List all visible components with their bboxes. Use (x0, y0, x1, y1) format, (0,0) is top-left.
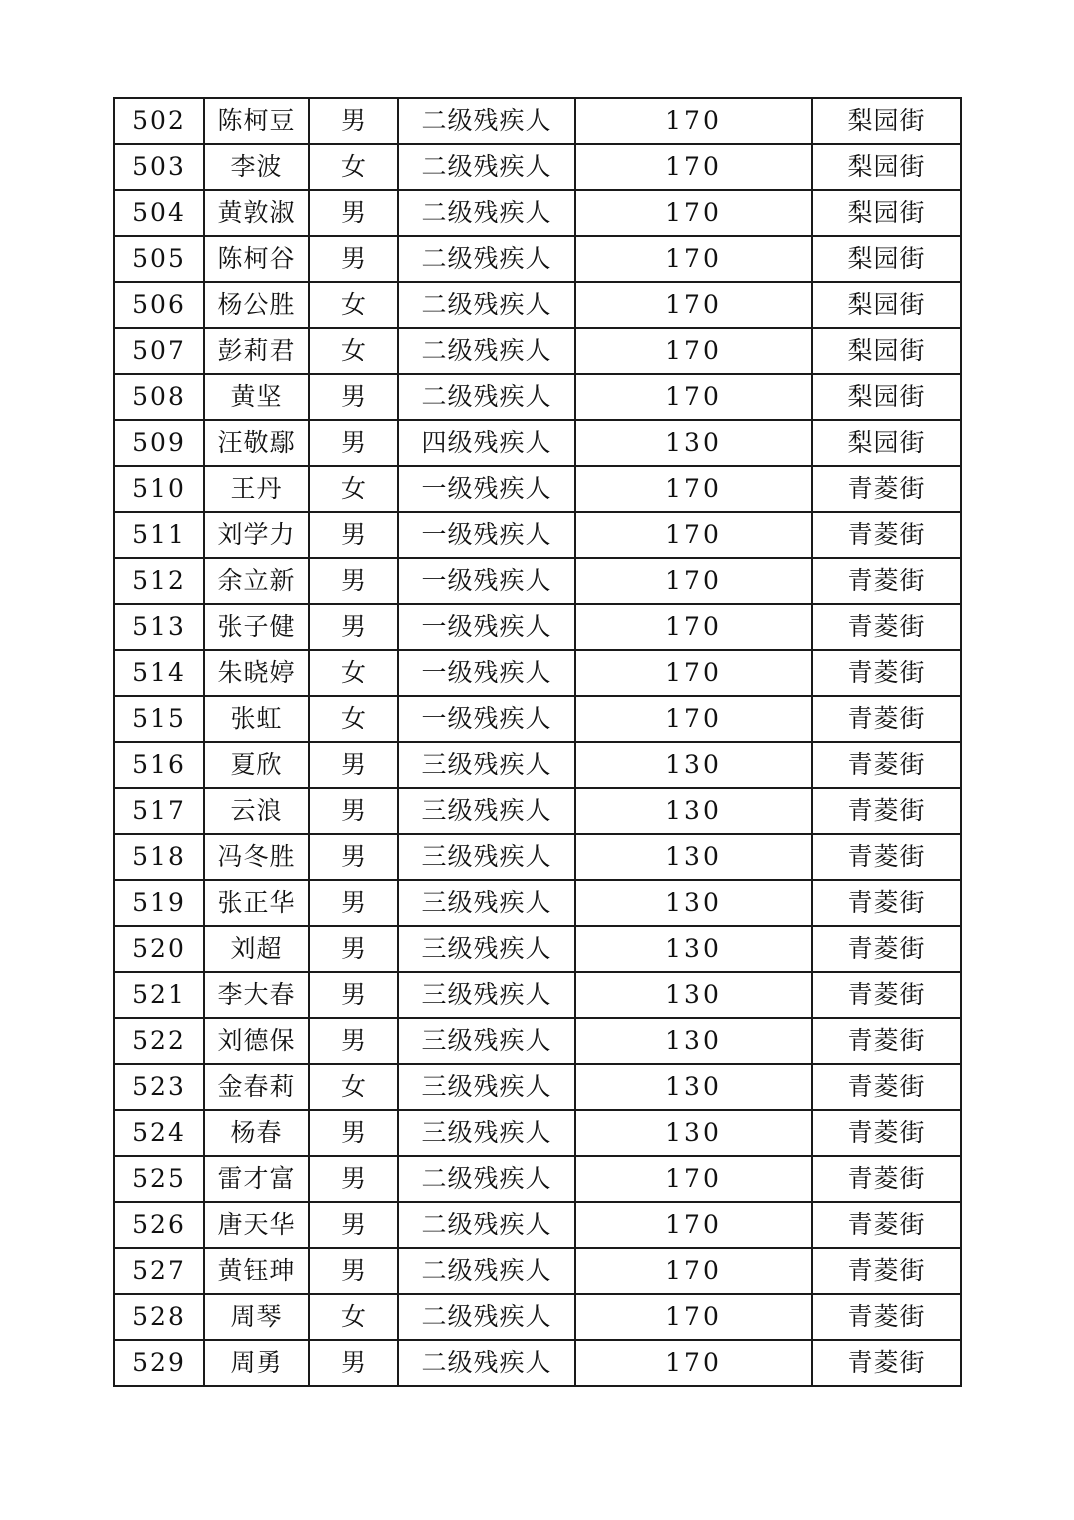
gender-cell: 男 (309, 1248, 398, 1294)
amount-cell: 170 (575, 696, 812, 742)
gender-cell: 女 (309, 328, 398, 374)
serial-number-cell: 505 (114, 236, 204, 282)
name-cell: 刘德保 (204, 1018, 309, 1064)
serial-number-cell: 514 (114, 650, 204, 696)
amount-cell: 170 (575, 236, 812, 282)
disability-level-cell: 一级残疾人 (398, 558, 575, 604)
disability-level-cell: 一级残疾人 (398, 696, 575, 742)
street-cell: 青菱街 (812, 1018, 961, 1064)
name-cell: 张子健 (204, 604, 309, 650)
table-row (114, 1064, 961, 1110)
table-row (114, 512, 961, 558)
name-cell: 夏欣 (204, 742, 309, 788)
table-row (114, 742, 961, 788)
gender-cell: 男 (309, 374, 398, 420)
name-cell: 金春莉 (204, 1064, 309, 1110)
gender-cell: 男 (309, 1110, 398, 1156)
disability-level-cell: 二级残疾人 (398, 374, 575, 420)
disability-level-cell: 二级残疾人 (398, 1156, 575, 1202)
name-cell: 刘学力 (204, 512, 309, 558)
name-cell: 陈柯豆 (204, 98, 309, 144)
disability-level-cell: 三级残疾人 (398, 1110, 575, 1156)
street-cell: 青菱街 (812, 1294, 961, 1340)
street-cell: 梨园街 (812, 374, 961, 420)
disability-level-cell: 二级残疾人 (398, 1340, 575, 1386)
table-row (114, 1202, 961, 1248)
serial-number-cell: 529 (114, 1340, 204, 1386)
amount-cell: 170 (575, 650, 812, 696)
table-row (114, 466, 961, 512)
serial-number-cell: 511 (114, 512, 204, 558)
name-cell: 汪敬鄢 (204, 420, 309, 466)
gender-cell: 女 (309, 466, 398, 512)
name-cell: 张正华 (204, 880, 309, 926)
amount-cell: 170 (575, 282, 812, 328)
street-cell: 梨园街 (812, 282, 961, 328)
name-cell: 余立新 (204, 558, 309, 604)
table-row (114, 98, 961, 144)
gender-cell: 男 (309, 604, 398, 650)
disability-level-cell: 三级残疾人 (398, 788, 575, 834)
name-cell: 王丹 (204, 466, 309, 512)
amount-cell: 170 (575, 604, 812, 650)
street-cell: 青菱街 (812, 1064, 961, 1110)
gender-cell: 女 (309, 144, 398, 190)
name-cell: 李大春 (204, 972, 309, 1018)
disability-level-cell: 二级残疾人 (398, 190, 575, 236)
street-cell: 梨园街 (812, 420, 961, 466)
disability-level-cell: 三级残疾人 (398, 1018, 575, 1064)
serial-number-cell: 504 (114, 190, 204, 236)
street-cell: 青菱街 (812, 604, 961, 650)
gender-cell: 男 (309, 1018, 398, 1064)
name-cell: 杨春 (204, 1110, 309, 1156)
name-cell: 唐天华 (204, 1202, 309, 1248)
amount-cell: 170 (575, 1248, 812, 1294)
amount-cell: 130 (575, 1064, 812, 1110)
serial-number-cell: 523 (114, 1064, 204, 1110)
amount-cell: 130 (575, 972, 812, 1018)
table-row (114, 696, 961, 742)
disability-level-cell: 三级残疾人 (398, 1064, 575, 1110)
amount-cell: 170 (575, 558, 812, 604)
disability-level-cell: 二级残疾人 (398, 328, 575, 374)
gender-cell: 男 (309, 788, 398, 834)
amount-cell: 170 (575, 1202, 812, 1248)
street-cell: 梨园街 (812, 236, 961, 282)
amount-cell: 130 (575, 742, 812, 788)
name-cell: 黄钰珅 (204, 1248, 309, 1294)
street-cell: 青菱街 (812, 1110, 961, 1156)
gender-cell: 男 (309, 742, 398, 788)
table-row (114, 834, 961, 880)
roster-table-body (114, 98, 961, 1386)
amount-cell: 130 (575, 788, 812, 834)
gender-cell: 男 (309, 926, 398, 972)
disability-level-cell: 二级残疾人 (398, 1248, 575, 1294)
table-row (114, 926, 961, 972)
table-row (114, 328, 961, 374)
serial-number-cell: 524 (114, 1110, 204, 1156)
gender-cell: 男 (309, 1202, 398, 1248)
table-row (114, 236, 961, 282)
street-cell: 青菱街 (812, 466, 961, 512)
amount-cell: 130 (575, 926, 812, 972)
table-row (114, 604, 961, 650)
disability-level-cell: 一级残疾人 (398, 466, 575, 512)
street-cell: 青菱街 (812, 696, 961, 742)
table-row (114, 880, 961, 926)
name-cell: 张虹 (204, 696, 309, 742)
amount-cell: 170 (575, 512, 812, 558)
name-cell: 黄坚 (204, 374, 309, 420)
serial-number-cell: 527 (114, 1248, 204, 1294)
serial-number-cell: 508 (114, 374, 204, 420)
name-cell: 杨公胜 (204, 282, 309, 328)
disability-level-cell: 三级残疾人 (398, 880, 575, 926)
street-cell: 青菱街 (812, 512, 961, 558)
name-cell: 雷才富 (204, 1156, 309, 1202)
amount-cell: 130 (575, 1110, 812, 1156)
street-cell: 青菱街 (812, 1156, 961, 1202)
name-cell: 李波 (204, 144, 309, 190)
amount-cell: 130 (575, 1018, 812, 1064)
serial-number-cell: 502 (114, 98, 204, 144)
name-cell: 彭莉君 (204, 328, 309, 374)
roster-table (113, 97, 962, 1387)
table-row (114, 1156, 961, 1202)
gender-cell: 男 (309, 512, 398, 558)
gender-cell: 男 (309, 236, 398, 282)
name-cell: 朱晓婷 (204, 650, 309, 696)
gender-cell: 女 (309, 282, 398, 328)
disability-level-cell: 一级残疾人 (398, 512, 575, 558)
gender-cell: 男 (309, 880, 398, 926)
disability-level-cell: 三级残疾人 (398, 926, 575, 972)
disability-level-cell: 二级残疾人 (398, 144, 575, 190)
street-cell: 青菱街 (812, 880, 961, 926)
disability-level-cell: 一级残疾人 (398, 604, 575, 650)
table-row (114, 420, 961, 466)
street-cell: 青菱街 (812, 1202, 961, 1248)
disability-level-cell: 二级残疾人 (398, 236, 575, 282)
disability-level-cell: 二级残疾人 (398, 282, 575, 328)
name-cell: 刘超 (204, 926, 309, 972)
name-cell: 周琴 (204, 1294, 309, 1340)
amount-cell: 130 (575, 420, 812, 466)
serial-number-cell: 513 (114, 604, 204, 650)
table-row (114, 1340, 961, 1386)
serial-number-cell: 522 (114, 1018, 204, 1064)
gender-cell: 男 (309, 98, 398, 144)
table-row (114, 650, 961, 696)
table-row (114, 1018, 961, 1064)
street-cell: 梨园街 (812, 190, 961, 236)
table-row (114, 190, 961, 236)
disability-level-cell: 二级残疾人 (398, 98, 575, 144)
street-cell: 梨园街 (812, 98, 961, 144)
table-row (114, 558, 961, 604)
disability-level-cell: 二级残疾人 (398, 1294, 575, 1340)
gender-cell: 女 (309, 1294, 398, 1340)
serial-number-cell: 521 (114, 972, 204, 1018)
disability-level-cell: 一级残疾人 (398, 650, 575, 696)
disability-level-cell: 四级残疾人 (398, 420, 575, 466)
amount-cell: 130 (575, 880, 812, 926)
amount-cell: 170 (575, 190, 812, 236)
street-cell: 青菱街 (812, 1340, 961, 1386)
amount-cell: 170 (575, 98, 812, 144)
gender-cell: 男 (309, 1156, 398, 1202)
serial-number-cell: 507 (114, 328, 204, 374)
name-cell: 冯冬胜 (204, 834, 309, 880)
street-cell: 青菱街 (812, 926, 961, 972)
table-row (114, 1248, 961, 1294)
gender-cell: 男 (309, 558, 398, 604)
serial-number-cell: 528 (114, 1294, 204, 1340)
serial-number-cell: 525 (114, 1156, 204, 1202)
gender-cell: 女 (309, 1064, 398, 1110)
table-row (114, 1110, 961, 1156)
name-cell: 黄敦淑 (204, 190, 309, 236)
amount-cell: 170 (575, 1156, 812, 1202)
table-row (114, 1294, 961, 1340)
serial-number-cell: 506 (114, 282, 204, 328)
gender-cell: 男 (309, 190, 398, 236)
gender-cell: 男 (309, 420, 398, 466)
disability-level-cell: 三级残疾人 (398, 742, 575, 788)
table-row (114, 374, 961, 420)
gender-cell: 女 (309, 696, 398, 742)
serial-number-cell: 518 (114, 834, 204, 880)
gender-cell: 男 (309, 834, 398, 880)
street-cell: 青菱街 (812, 742, 961, 788)
street-cell: 青菱街 (812, 558, 961, 604)
table-row (114, 972, 961, 1018)
amount-cell: 170 (575, 374, 812, 420)
street-cell: 青菱街 (812, 1248, 961, 1294)
street-cell: 梨园街 (812, 328, 961, 374)
serial-number-cell: 515 (114, 696, 204, 742)
gender-cell: 男 (309, 1340, 398, 1386)
disability-level-cell: 二级残疾人 (398, 1202, 575, 1248)
serial-number-cell: 509 (114, 420, 204, 466)
name-cell: 陈柯谷 (204, 236, 309, 282)
amount-cell: 170 (575, 1294, 812, 1340)
serial-number-cell: 512 (114, 558, 204, 604)
serial-number-cell: 519 (114, 880, 204, 926)
table-row (114, 282, 961, 328)
name-cell: 周勇 (204, 1340, 309, 1386)
street-cell: 青菱街 (812, 972, 961, 1018)
amount-cell: 170 (575, 328, 812, 374)
gender-cell: 女 (309, 650, 398, 696)
serial-number-cell: 520 (114, 926, 204, 972)
street-cell: 青菱街 (812, 650, 961, 696)
table-row (114, 144, 961, 190)
serial-number-cell: 510 (114, 466, 204, 512)
table-row (114, 788, 961, 834)
amount-cell: 170 (575, 144, 812, 190)
disability-level-cell: 三级残疾人 (398, 972, 575, 1018)
street-cell: 青菱街 (812, 834, 961, 880)
street-cell: 梨园街 (812, 144, 961, 190)
serial-number-cell: 516 (114, 742, 204, 788)
street-cell: 青菱街 (812, 788, 961, 834)
serial-number-cell: 517 (114, 788, 204, 834)
disability-level-cell: 三级残疾人 (398, 834, 575, 880)
amount-cell: 130 (575, 834, 812, 880)
amount-cell: 170 (575, 1340, 812, 1386)
gender-cell: 男 (309, 972, 398, 1018)
serial-number-cell: 503 (114, 144, 204, 190)
name-cell: 云浪 (204, 788, 309, 834)
serial-number-cell: 526 (114, 1202, 204, 1248)
amount-cell: 170 (575, 466, 812, 512)
